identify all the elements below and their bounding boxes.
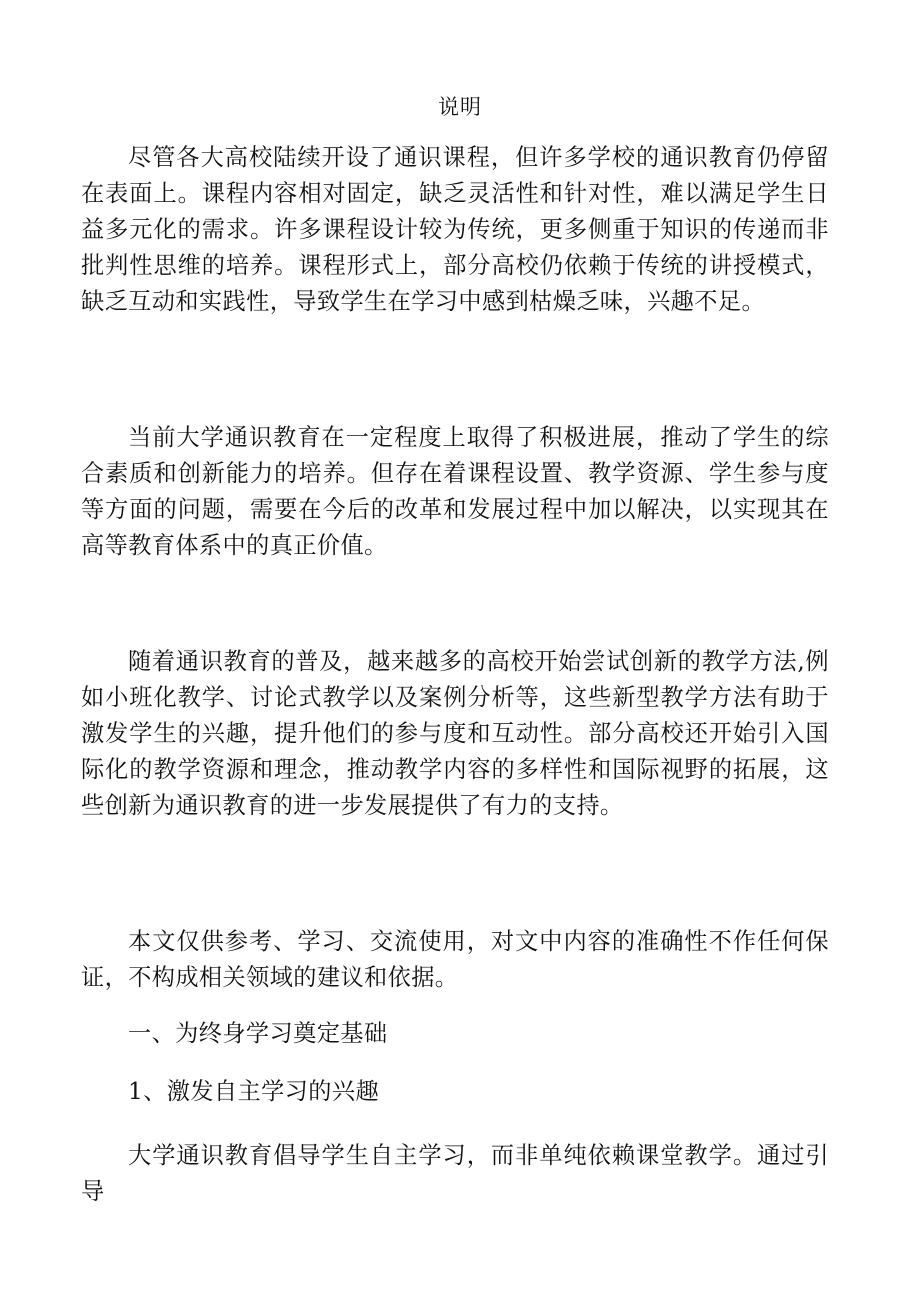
paragraph-3: 随着通识教育的普及，越来越多的高校开始尝试创新的教学方法,例如小班化教学、讨论式教学以及案例分析等，这些新型教学方法有助于激发学生的兴趣，提升他们的参与度和互动性。部分高校还开始引入国际化的教学资源和理念，推动教学内容的多样性和国际视野的拓展，这些创新为通识教育的进一步发展提供了有力的支持。 xyxy=(81,648,829,819)
paragraph-2: 当前大学通识教育在一定程度上取得了积极进展，推动了学生的综合素质和创新能力的培养。但存在着课程设置、教学资源、学生参与度等方面的问题，需要在今后的改革和发展过程中加以解决，以实现其在高等教育体系中的真正价值。 xyxy=(81,424,829,559)
subsection-heading: 1、激发自主学习的兴趣 xyxy=(128,1078,380,1105)
paragraph-1: 尽管各大高校陆续开设了通识课程，但许多学校的通识教育仍停留在表面上。课程内容相对固定，缺乏灵活性和针对性，难以满足学生日益多元化的需求。许多课程设计较为传统，更多侧重于知识的传递而非批判性思维的培养。课程形式上，部分高校仍依赖于传统的讲授模式，缺乏互动和实践性，导致学生在学习中感到枯燥乏味，兴趣不足。 xyxy=(81,144,829,315)
paragraph-5: 大学通识教育倡导学生自主学习，而非单纯依赖课堂教学。通过引导 xyxy=(81,1142,829,1205)
document-title: 说明 xyxy=(438,95,482,119)
section-heading: 一、为终身学习奠定基础 xyxy=(128,1020,388,1047)
paragraph-4: 本文仅供参考、学习、交流使用，对文中内容的准确性不作任何保证，不构成相关领域的建议和依据。 xyxy=(81,928,829,991)
